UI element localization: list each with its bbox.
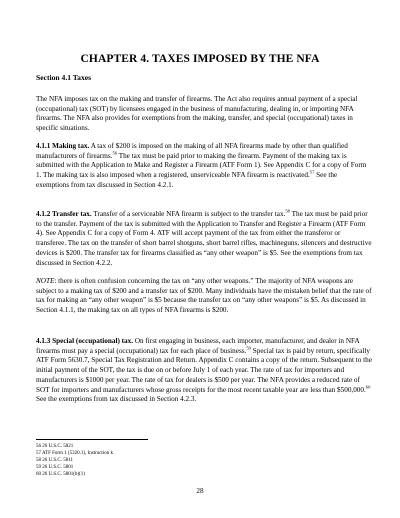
- footnote-ref-58: 58: [285, 208, 290, 214]
- footnote-60: 60 26 U.S.C. 5801(b)(1): [36, 472, 85, 477]
- transfer-tax-heading: 4.1.2 Transfer tax.: [36, 210, 92, 218]
- transfer-tax-text-1: Transfer of a serviceable NFA firearm is subject to the transfer tax.: [91, 210, 286, 218]
- intro-paragraph: The NFA imposes tax on the making and transfer of firearms. The Act also requires annual payment of a special (occupational) tax (SOT) by licensees engaged in the business of manufacturing, dealing in, or importing NFA firearms. The NFA also provides for exemptions from the making, transfer, and special (occupational) taxes in specific situations.: [36, 95, 358, 133]
- note-label: NOTE: [36, 277, 55, 285]
- special-tax-heading: 4.1.3 Special (occupational) tax.: [36, 337, 134, 345]
- footnote-ref-56: 56: [112, 150, 118, 156]
- note-paragraph: [36, 277, 372, 316]
- footnote-56: 56 26 U.S.C. 5821: [36, 444, 74, 449]
- section-heading: Section 4.1 Taxes: [36, 73, 92, 82]
- making-tax-text-1: A tax of $200 is imposed on the making of all NFA firearms made by other than qualified manufacturers of firearms.: [36, 142, 348, 160]
- page-number: 28: [196, 487, 204, 495]
- chapter-title: CHAPTER 4. TAXES IMPOSED BY THE NFA: [80, 53, 320, 65]
- special-tax-text-1: On first engaging in business, each importer, manufacturer, and dealer in NFA firearms must pay a special (occupational) tax for each place of business.: [36, 337, 360, 355]
- special-tax-text-2: Special tax is paid by return, specifically ATF Form 5630.7, Special Tax Registration and Return. Appendix C contains a copy of the return. Subsequent to the initial payment of the SOT, the tax is due on or before July 1 of each year. The rate of tax for importers and manufacturers is $1000 per year. The rate of tax for dealers is $500 per year. The NFA provides a reduced rate of SOT for importers and manufacturers whose gross receipts for the most recent taxable year are less than $500,000.: [36, 346, 372, 394]
- footnote-58: 58 26 U.S.C. 5811: [36, 458, 74, 463]
- making-tax-paragraph: [36, 142, 372, 191]
- making-tax-heading: 4.1.1 Making tax.: [36, 142, 90, 150]
- footnote-ref-59: 59: [246, 345, 251, 351]
- footnote-59: 59 26 U.S.C. 5801: [36, 465, 74, 470]
- note-text: : there is often confusion concerning the tax on “any other weapons.” The majority of NFA weapons are subject to a making tax of $200 and a transfer tax of $200. Many individuals have the mistaken belief that the rate of tax for making an “any other weapon” is $5 because the transfer tax on “any other weapons” is $5. As discussed in Section 4.1.1, the making tax on all types of NFA firearms is $200.: [36, 277, 372, 315]
- transfer-tax-paragraph: [36, 210, 372, 268]
- making-tax-text-3: See the exemptions from tax discussed in Section 4.2.1.: [36, 171, 338, 189]
- special-tax-paragraph: [36, 337, 372, 405]
- making-tax-text-2: The tax must be paid prior to making the firearm. Payment of the making tax is submitted with the Application to Make and Register a Firearm (ATF Form 1). See Appendix C for a copy of Form 1. The making tax is also imposed when a registered, unserviceable NFA firearm is reactivated.: [36, 151, 367, 180]
- footnote-ref-57: 57: [309, 169, 315, 175]
- transfer-tax-text-2: The tax must be paid prior to the transfer. Payment of the tax is submitted with the Application to Transfer and Register a Firearm (ATF Form 4). See Appendix C for a copy of Form 4. ATF will accept payment of the tax from either the transferor or transferee. The tax on the transfer of short barrel shotguns, short barrel rifles, machineguns, silencers and destructive devices is $200. The transfer tax for firearms classified as “any other weapon” is $5. See the exemptions from tax discussed in Section 4.2.2.: [36, 210, 372, 267]
- special-tax-text-3: See the exemptions from tax discussed in Section 4.2.3.: [36, 395, 197, 404]
- footnote-ref-60: 60: [365, 384, 371, 390]
- footnotes: [36, 443, 236, 478]
- footnote-separator: [36, 439, 148, 440]
- footnote-57: 57 ATF Form 1 (5320.1), Instruction k: [36, 451, 113, 456]
